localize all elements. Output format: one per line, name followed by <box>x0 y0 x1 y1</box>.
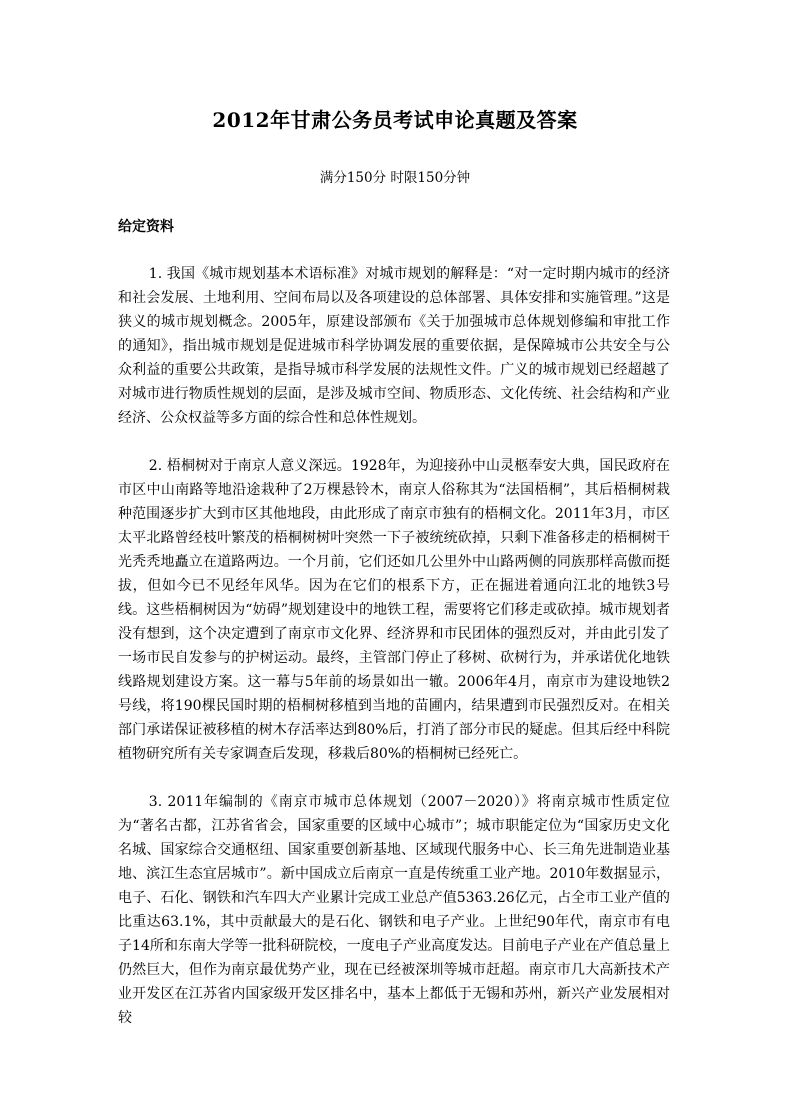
paragraph-1: 1. 我国《城市规划基本术语标准》对城市规划的解释是：“对一定时期内城市的经济和社会发展、土地利用、空间布局以及各项建设的总体部署、具体安排和实施管理。”这是狭义的城市规划概念。2005年，原建设部颁布《关于加强城市总体规划修编和审批工作的通知》，指出城市规划是促进城市科学协调发展的重要依据，是保障城市公共安全与公众利益的重要公共政策，是指导城市科学发展的法规性文件。广义的城市规划已经超越了对城市进行物质性规划的层面，是涉及城市空间、物质形态、文化传统、社会结构和产业经济、公众权益等多方面的综合性和总体性规划。 <box>118 266 670 426</box>
section-heading: 给定资料 <box>118 219 174 235</box>
document-subtitle: 满分150分 时限150分钟 <box>319 170 471 186</box>
document-title: 2012年甘肃公务员考试申论真题及答案 <box>212 108 578 132</box>
paragraph-2: 2. 梧桐树对于南京人意义深远。1928年，为迎接孙中山灵柩奉安大典，国民政府在市区中山南路等地沿途栽种了2万棵悬铃木，南京人俗称其为“法国梧桐”，其后梧桐树栽种范围逐步扩大到市区其他地段，由此形成了南京市独有的梧桐文化。2011年3月，市区太平北路曾经枝叶繁茂的梧桐树树叶突然一下子被统统砍掉，只剩下准备移走的梧桐树干光秃秃地矗立在道路两边。一个月前，它们还如几公里外中山路两侧的同族那样高傲而挺拔，但如今已不见经年风华。因为在它们的根系下方，正在掘进着通向江北的地铁3号线。这些梧桐树因为“妨碍”规划建设中的地铁工程，需要将它们移走或砍掉。城市规划者没有想到，这个决定遭到了南京市文化界、经济界和市民团体的强烈反对，并由此引发了一场市民自发参与的护树运动。最终，主管部门停止了移树、砍树行为，并承诺优化地铁线路规划建设方案。这一幕与5年前的场景如出一辙。2006年4月，南京市为建设地铁2号线，将190棵民国时期的梧桐树移植到当地的苗圃内，结果遭到市民强烈反对。在相关部门承诺保证被移植的树木存活率达到80%后，打消了部分市民的疑虑。但其后经中科院植物研究所有关专家调查后发现，移栽后80%的梧桐树已经死亡。 <box>118 458 670 762</box>
paragraph-3: 3. 2011年编制的《南京市城市总体规划（2007－2020）》将南京城市性质定位为“著名古都，江苏省省会，国家重要的区域中心城市”；城市职能定位为“国家历史文化名城、国家综合交通枢纽、国家重要创新基地、区域现代服务中心、长三角先进制造业基地、滨江生态宜居城市”。新中国成立后南京一直是传统重工业产地。2010年数据显示，电子、石化、钢铁和汽车四大产业累计完成工业总产值5363.26亿元，占全市工业产值的比重达63.1%，其中贡献最大的是石化、钢铁和电子产业。上世纪90年代，南京市有电子14所和东南大学等一批科研院校，一度电子产业高度发达。目前电子产业在产值总量上仍然巨大，但作为南京最优势产业，现在已经被深圳等城市赶超。南京市几大高新技术产业开发区在江苏省内国家级开发区排名中，基本上都低于无锡和苏州，新兴产业发展相对较 <box>118 794 670 1026</box>
